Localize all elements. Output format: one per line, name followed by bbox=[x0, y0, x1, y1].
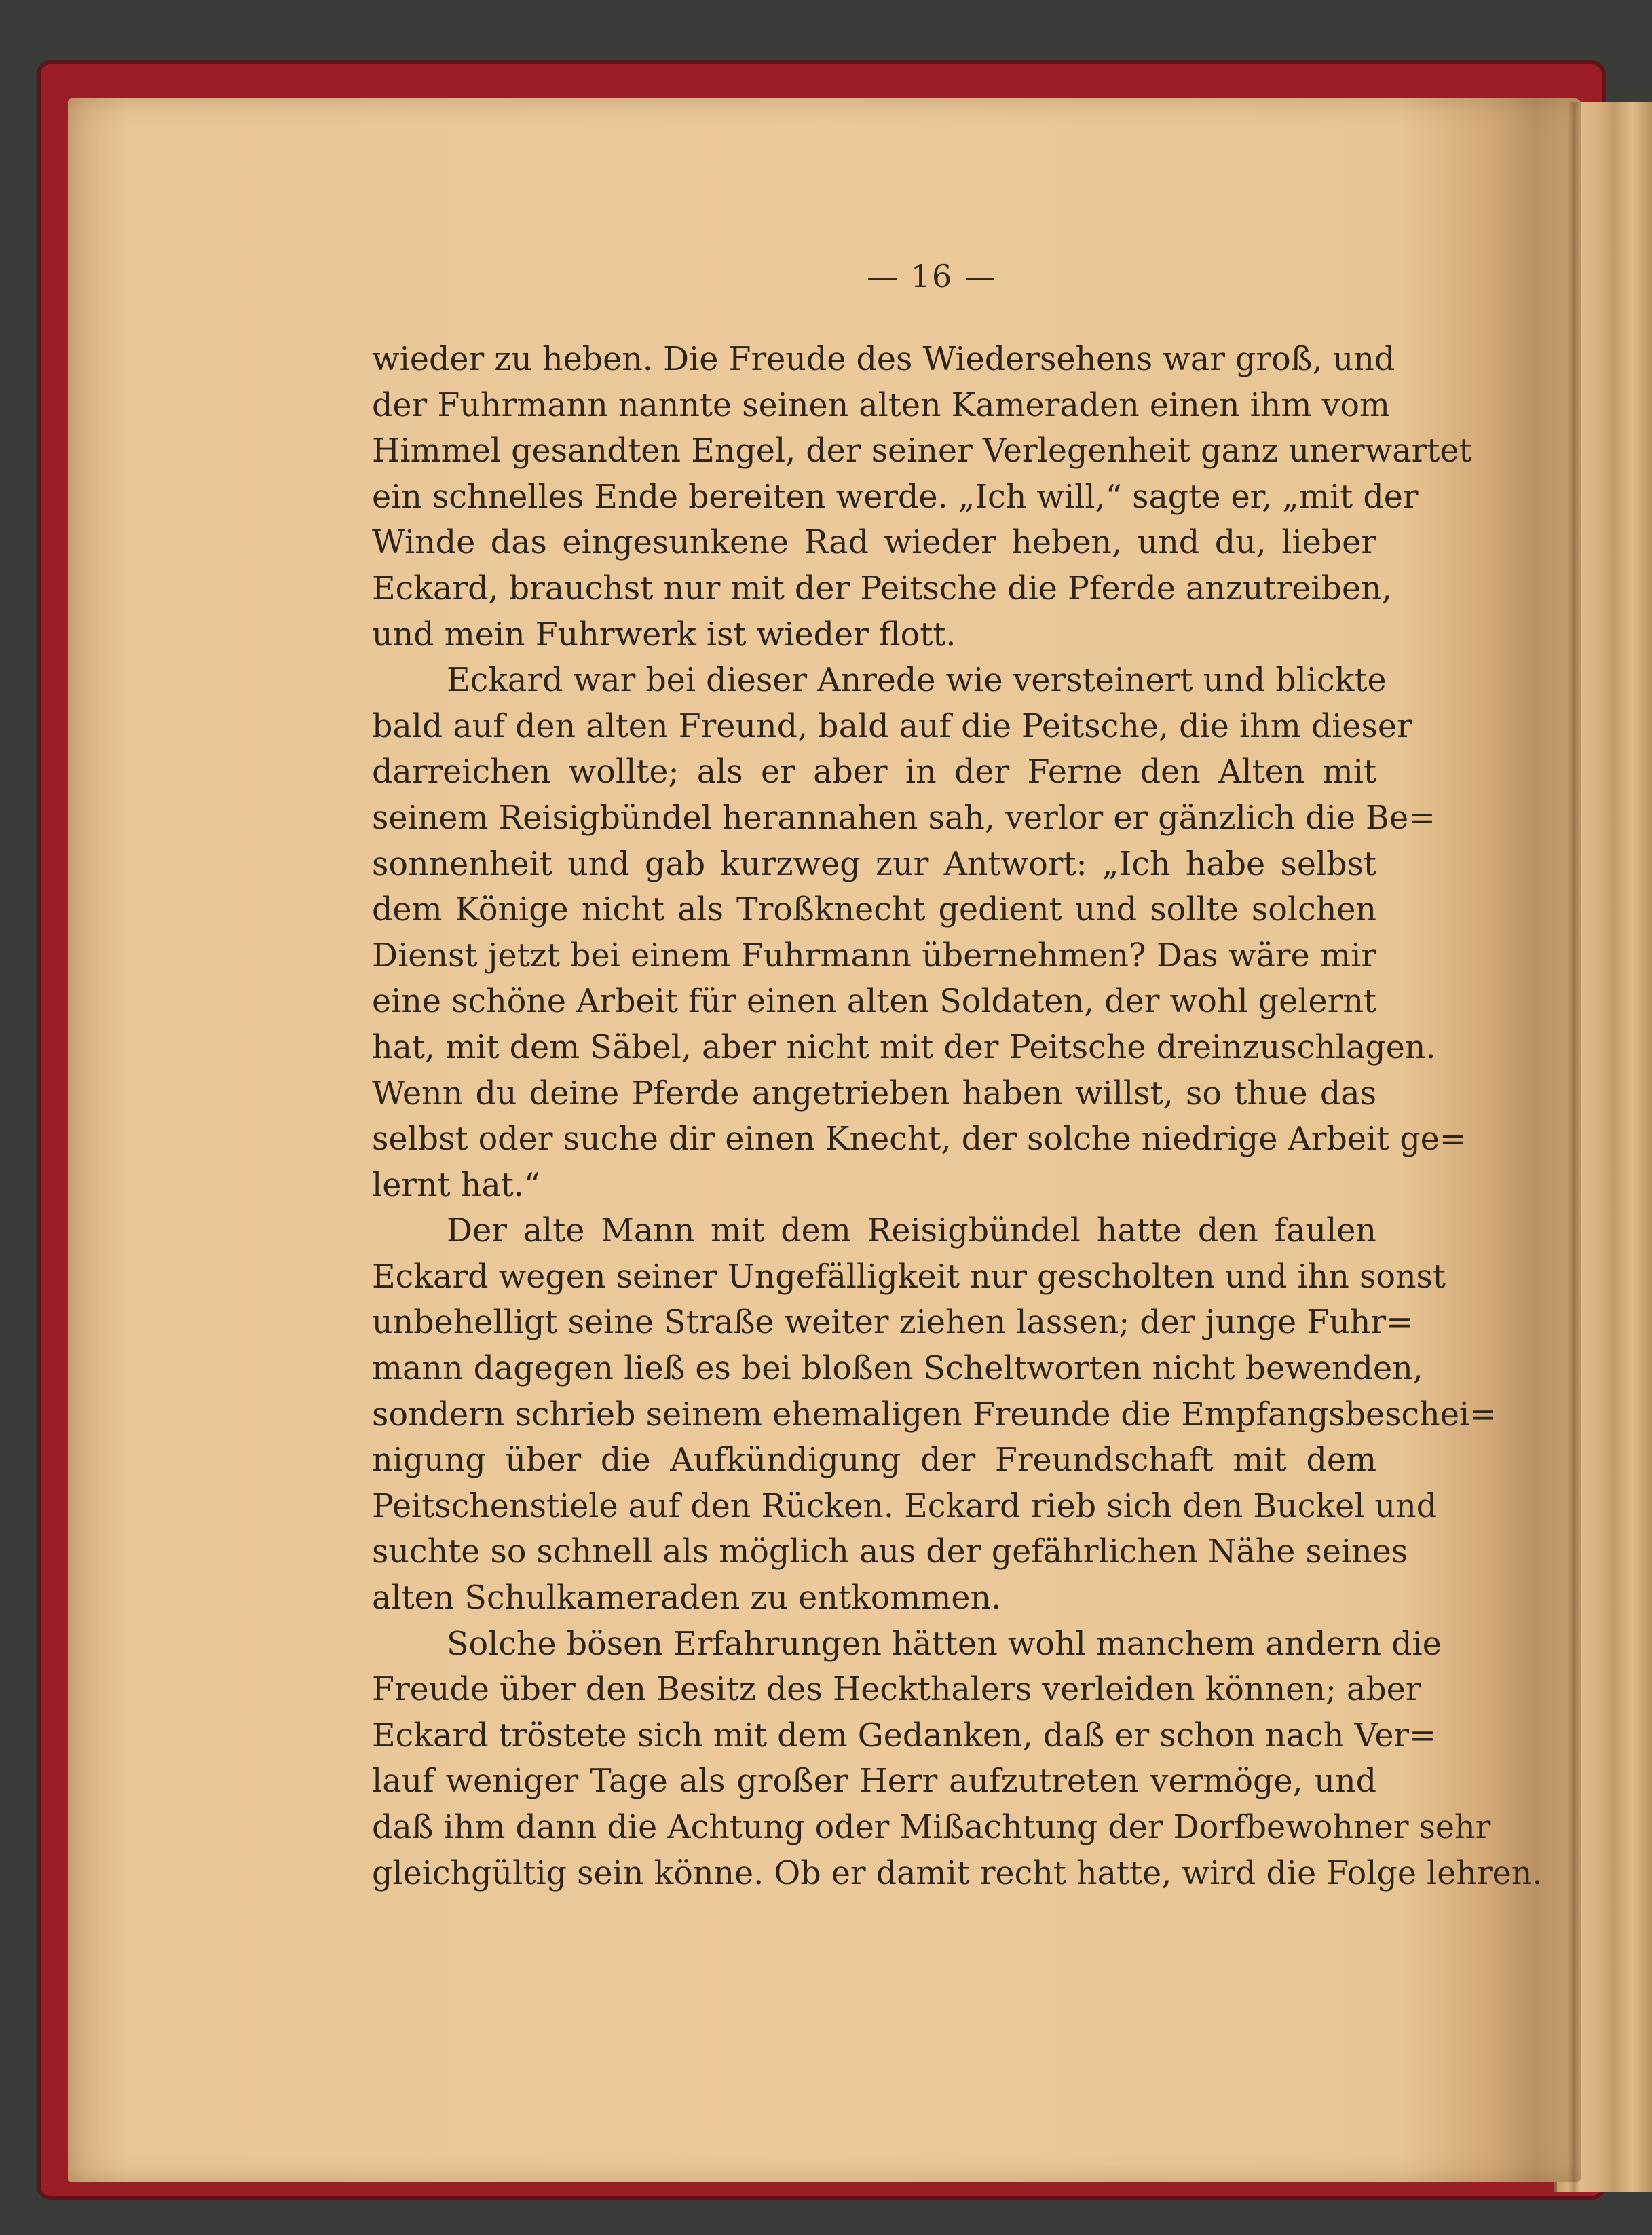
text-line: alten Schulkameraden zu entkommen. bbox=[372, 1579, 1002, 1617]
text-line: Peitschenstiele auf den Rücken. Eckard rieb sich den Buckel und bbox=[372, 1487, 1438, 1525]
text-line: lernt hat.“ bbox=[372, 1166, 541, 1204]
paragraph-start-line: Solche bösen Erfahrungen hätten wohl manchem andern die bbox=[447, 1625, 1442, 1663]
text-line: unbehelligt seine Straße weiter ziehen lassen; der junge Fuhr= bbox=[372, 1304, 1413, 1342]
text-line: selbst oder suche dir einen Knecht, der solche niedrige Arbeit ge= bbox=[372, 1121, 1467, 1159]
text-line: Winde das eingesunkene Rad wieder heben, und du, lieber bbox=[372, 524, 1376, 562]
text-line: mann dagegen ließ es bei bloßen Scheltworten nicht bewenden, bbox=[372, 1350, 1423, 1388]
paragraph-start-line: Eckard war bei dieser Anrede wie versteinert und blickte bbox=[447, 662, 1387, 700]
text-line: und mein Fuhrwerk ist wieder flott. bbox=[372, 616, 956, 654]
text-line: eine schöne Arbeit für einen alten Soldaten, der wohl gelernt bbox=[372, 983, 1376, 1021]
text-line: wieder zu heben. Die Freude des Wiedersehens war groß, und bbox=[372, 341, 1395, 378]
text-line: Eckard wegen seiner Ungefälligkeit nur gescholten und ihn sonst bbox=[372, 1258, 1446, 1296]
text-line: Wenn du deine Pferde angetrieben haben willst, so thue das bbox=[372, 1074, 1376, 1112]
paragraph-start-line: Der alte Mann mit dem Reisigbündel hatte den faulen bbox=[447, 1212, 1376, 1250]
text-line: ein schnelles Ende bereiten werde. „Ich will,“ sagte er, „mit der bbox=[372, 478, 1419, 516]
text-line: darreichen wollte; als er aber in der Ferne den Alten mit bbox=[372, 753, 1376, 791]
text-line: daß ihm dann die Achtung oder Mißachtung der Dorfbewohner sehr bbox=[372, 1809, 1491, 1846]
text-line: gleichgültig sein könne. Ob er damit recht hatte, wird die Folge lehren. bbox=[372, 1854, 1543, 1892]
text-line: der Fuhrmann nannte seinen alten Kameraden einen ihm vom bbox=[372, 386, 1390, 424]
page-gutter bbox=[1568, 102, 1580, 2192]
text-line: sondern schrieb seinem ehemaligen Freunde die Empfangsbeschei= bbox=[372, 1395, 1497, 1433]
text-line: Freude über den Besitz des Heckthalers verleiden können; aber bbox=[372, 1671, 1421, 1709]
text-line: dem Könige nicht als Troßknecht gedient und sollte solchen bbox=[372, 891, 1376, 929]
text-line: bald auf den alten Freund, bald auf die Peitsche, die ihm dieser bbox=[372, 707, 1412, 745]
text-line: seinem Reisigbündel herannahen sah, verlor er gänzlich die Be= bbox=[372, 799, 1435, 837]
page-number: — 16 — bbox=[867, 258, 997, 295]
text-line: Eckard tröstete sich mit dem Gedanken, daß er schon nach Ver= bbox=[372, 1716, 1436, 1754]
text-line: sonnenheit und gab kurzweg zur Antwort: „Ich habe selbst bbox=[372, 845, 1376, 883]
text-line: Dienst jetzt bei einem Fuhrmann übernehmen? Das wäre mir bbox=[372, 937, 1376, 975]
text-line: Himmel gesandten Engel, der seiner Verlegenheit ganz unerwartet bbox=[372, 432, 1472, 470]
text-line: lauf weniger Tage als großer Herr aufzutreten vermöge, und bbox=[372, 1763, 1376, 1801]
page-text-block bbox=[372, 258, 1543, 1896]
text-line: suchte so schnell als möglich aus der gefährlichen Nähe seines bbox=[372, 1533, 1408, 1571]
text-line: Eckard, brauchst nur mit der Peitsche die Pferde anzutreiben, bbox=[372, 569, 1392, 607]
text-line: nigung über die Aufkündigung der Freundschaft mit dem bbox=[372, 1442, 1376, 1480]
text-line: hat, mit dem Säbel, aber nicht mit der Peitsche dreinzuschlagen. bbox=[372, 1028, 1436, 1066]
